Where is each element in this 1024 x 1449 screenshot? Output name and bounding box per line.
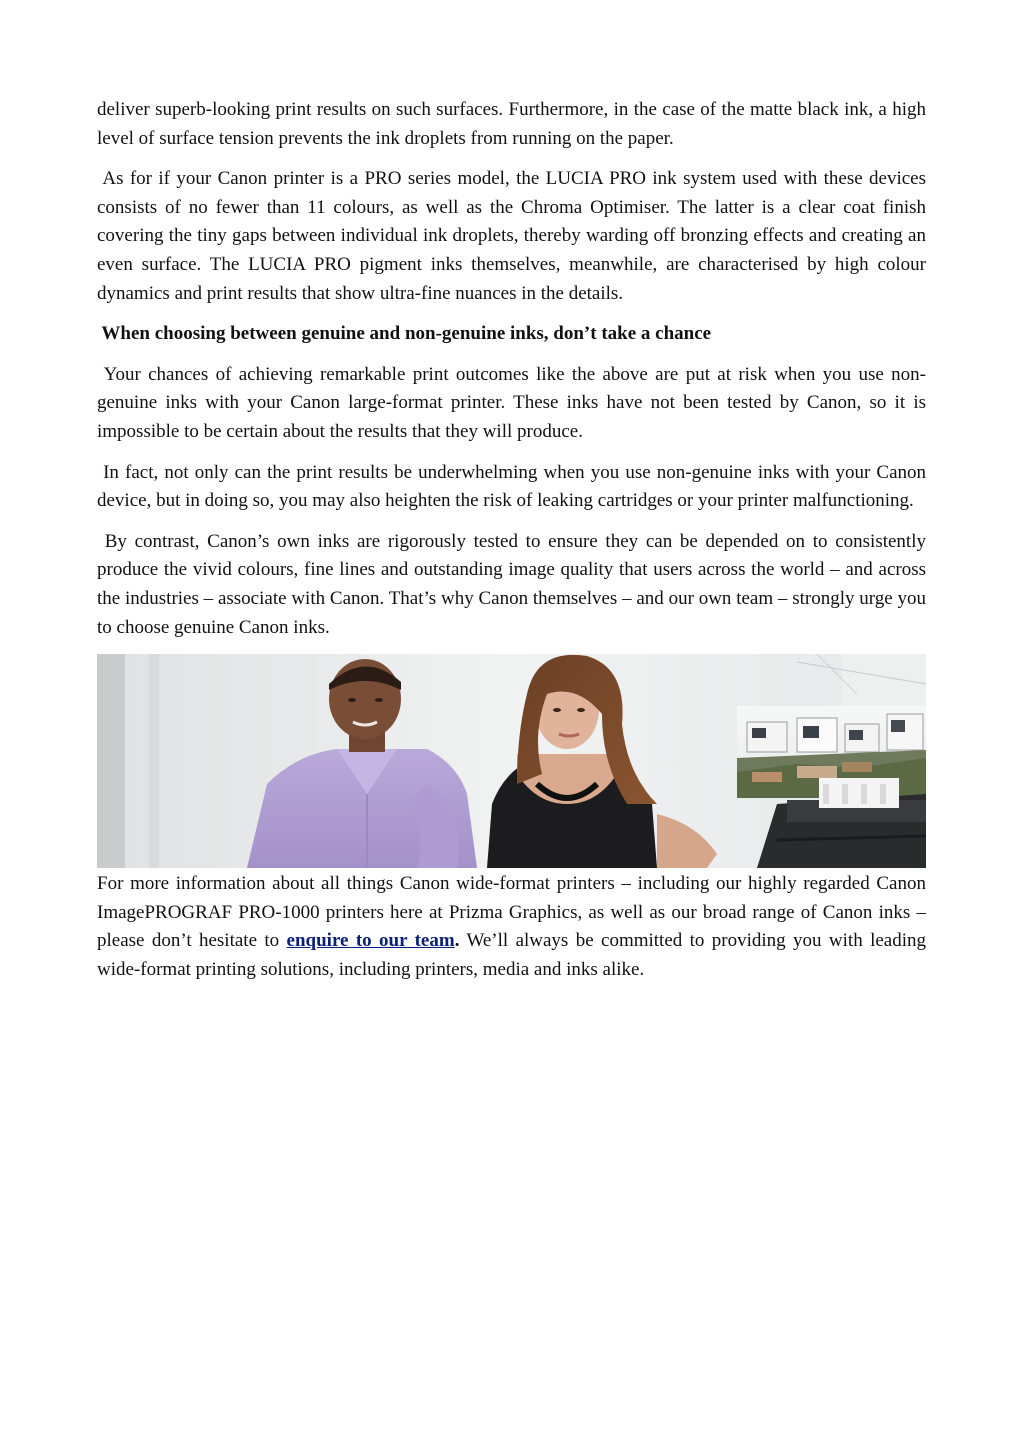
paragraph-lucia-pro <box>97 165 926 308</box>
section-heading-text: When choosing between genuine and non-genuine inks, don’t take a chance <box>101 323 712 345</box>
enquire-link-period: . <box>454 930 460 952</box>
paragraph-risk-text: Your chances of achieving remarkable print outcomes like the above are put at risk when you use non-genuine inks with your Canon large-format printer. These inks have not been tested by Canon, so it is impossible to be certain about the results that they will produce. <box>97 363 927 442</box>
paragraph-genuine-inks-text: By contrast, Canon’s own inks are rigorously tested to ensure they can be depended on to consistently produce the vivid colours, fine lines and outstanding image quality that users across the world – and across the industries – associate with Canon. That’s why Canon themselves – and our own team – strongly urge you to choose genuine Canon inks. <box>97 530 926 638</box>
paragraph-malfunction-text: In fact, not only can the print results be underwhelming when you use non-genuine inks with your Canon device, but in doing so, you may also heighten the risk of leaking cartridges or your printer malfunctioning. <box>97 461 927 512</box>
section-heading <box>97 320 926 349</box>
document-page <box>97 96 926 996</box>
paragraph-contact-text: For more information about all things Canon wide-format printers – including our highly regarded Canon ImagePROGRAF PRO-1000 printers here at Prizma Graphics, as well as our broad range of Canon inks – please don’t hesitate to <box>97 873 926 952</box>
paragraph-contact <box>97 870 926 984</box>
paragraph-risk <box>97 361 926 447</box>
paragraph-surface-tension: deliver superb-looking print results on such surfaces. Furthermore, in the case of the matte black ink, a high level of surface tension prevents the ink droplets from running on the paper. <box>97 99 926 149</box>
paragraph-lucia-pro-text: As for if your Canon printer is a PRO series model, the LUCIA PRO ink system used with these devices consists of no fewer than 11 colours, as well as the Chroma Optimiser. The latter is a clear coat finish covering the tiny gaps between individual ink droplets, thereby warding off bronzing effects and creating an even surface. The LUCIA PRO pigment inks themselves, meanwhile, are characterised by high colour dynamics and print results that show ultra-fine nuances in the details. <box>97 168 927 304</box>
paragraph-contact-tail: We’ll always be committed to providing you with leading wide-format printing solutions, including printers, media and inks alike. <box>97 930 927 980</box>
office-photo <box>97 654 926 868</box>
paragraph-genuine-inks <box>97 528 926 642</box>
enquire-link[interactable]: enquire to our team <box>286 930 455 952</box>
office-photo-illustration <box>97 654 926 868</box>
paragraph-malfunction <box>97 459 926 516</box>
